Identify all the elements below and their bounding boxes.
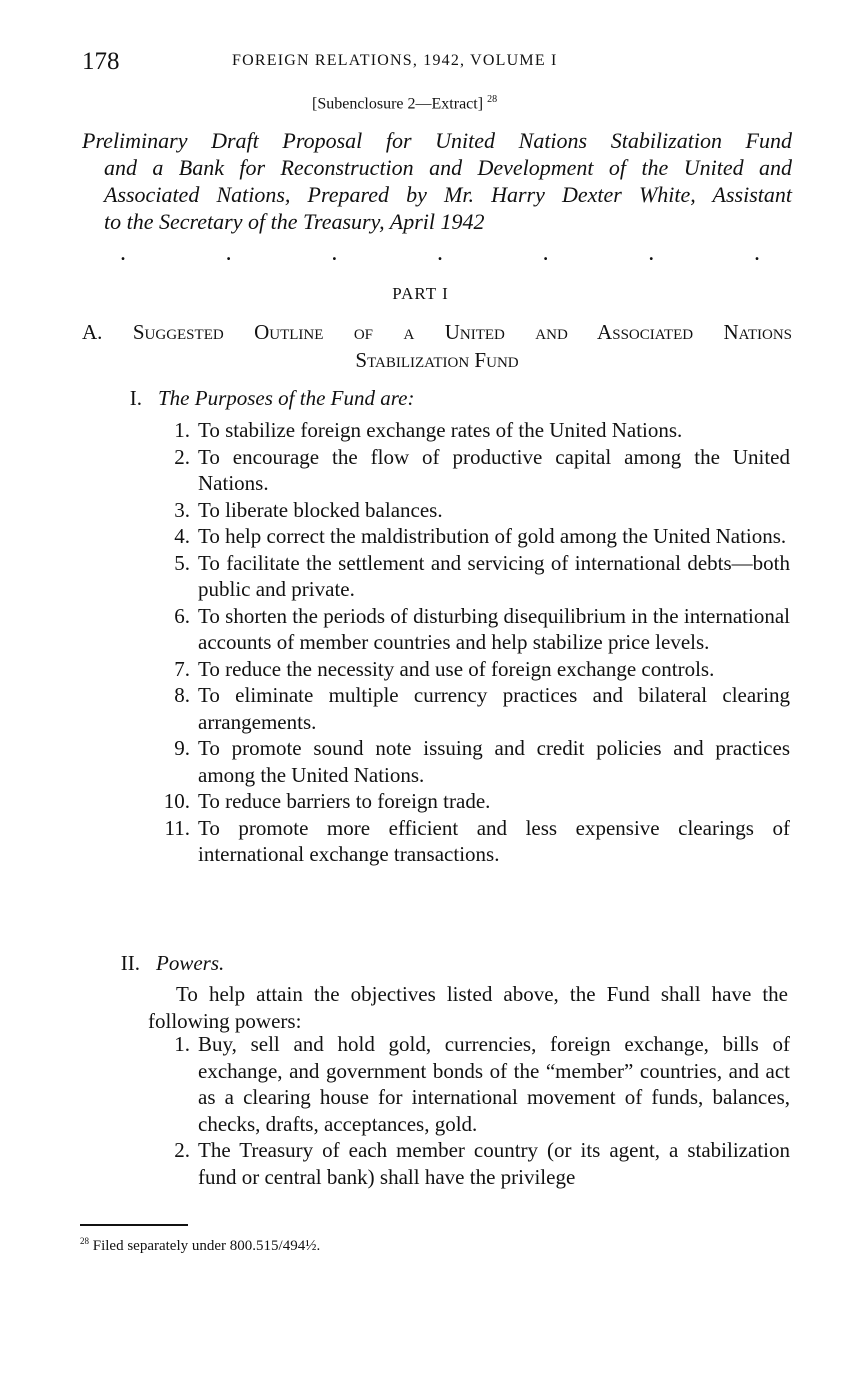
list-item <box>158 523 790 550</box>
ellipsis-dot: . <box>120 240 126 266</box>
ellipsis-dot: . <box>331 240 338 266</box>
item-text: To promote more efficient and less expensive clearings of international exchange transactions. <box>198 815 790 866</box>
list-item <box>158 682 790 735</box>
subenclosure-label <box>312 94 497 113</box>
item-text: The Treasury of each member country (or its agent, a stabilization fund or central bank) shall have the privilege <box>198 1138 790 1189</box>
title-line: Preliminary Draft Proposal for United Nations Stabilization Fund <box>82 128 792 153</box>
ellipsis-dot: . <box>436 240 443 266</box>
item-text: To reduce the necessity and use of foreign exchange controls. <box>198 656 715 681</box>
roman-numeral: II. <box>120 951 140 975</box>
purposes-heading-text: The Purposes of the Fund are: <box>158 386 415 410</box>
section-heading-line: A. Suggested Outline of a United and Associated Nations <box>82 320 792 344</box>
ellipsis-dot: . <box>542 240 549 266</box>
ellipsis-dot: . <box>753 240 760 266</box>
item-text: To help correct the maldistribution of gold among the United Nations. <box>198 524 787 548</box>
item-text: To eliminate multiple currency practices and bilateral clearing arrangements. <box>198 683 790 734</box>
item-number: 1. <box>174 1032 190 1056</box>
purposes-list <box>158 417 790 868</box>
item-number: 11. <box>164 815 190 840</box>
list-item <box>158 417 790 444</box>
list-item <box>158 788 790 815</box>
item-number: 2. <box>174 1138 190 1162</box>
item-number: 8. <box>174 683 190 707</box>
item-text: To encourage the flow of productive capital among the United Nations. <box>198 444 790 495</box>
part-heading: PART I <box>392 284 449 303</box>
item-text: To liberate blocked balances. <box>198 497 443 522</box>
item-text: To stabilize foreign exchange rates of the United Nations. <box>198 418 683 442</box>
list-item <box>158 550 790 603</box>
list-item <box>158 1137 790 1190</box>
item-number: 10. <box>163 789 190 813</box>
powers-heading <box>120 951 225 976</box>
section-heading-line: Stabilization Fund <box>355 348 519 372</box>
roman-numeral: I. <box>129 386 142 410</box>
powers-intro: To help attain the objectives listed above, the Fund shall have the following powers: <box>148 982 788 1033</box>
running-header <box>82 48 783 78</box>
item-text: To promote sound note issuing and credit policies and practices among the United Nations. <box>198 736 790 787</box>
powers-list <box>158 1031 790 1190</box>
section-heading <box>82 318 792 374</box>
subenclosure-text: [Subenclosure 2—Extract] <box>312 95 484 113</box>
item-number: 3. <box>174 497 190 522</box>
ellipsis-dots <box>120 240 760 267</box>
purposes-heading <box>129 386 415 411</box>
list-item <box>158 603 790 656</box>
list-item <box>158 656 790 683</box>
item-text: To facilitate the settlement and servicing of international debts—both public and private. <box>198 550 790 601</box>
title-line: Associated Nations, Prepared by Mr. Harry Dexter White, Assistant <box>104 182 792 207</box>
item-text: Buy, sell and hold gold, currencies, foreign exchange, bills of exchange, and government bonds of the “member” countries, and act as a clearing house for international movement of funds, balances, checks, drafts, acceptances, gold. <box>198 1032 790 1136</box>
footnote <box>80 1236 320 1255</box>
list-item <box>158 497 790 524</box>
item-number: 7. <box>174 656 190 681</box>
ellipsis-dot: . <box>225 240 232 266</box>
footnote-reference: 28 <box>487 94 498 105</box>
footnote-marker: 28 <box>80 1236 89 1246</box>
item-number: 9. <box>174 736 190 760</box>
list-item <box>158 1031 790 1137</box>
list-item <box>158 735 790 788</box>
item-number: 5. <box>174 550 190 575</box>
item-text: To reduce barriers to foreign trade. <box>198 789 491 813</box>
item-number: 6. <box>174 603 190 628</box>
footnote-text: Filed separately under 800.515/494½. <box>92 1238 321 1254</box>
list-item <box>158 815 790 868</box>
page-number: 178 <box>82 48 120 75</box>
item-number: 1. <box>174 418 190 442</box>
title-line: and a Bank for Reconstruction and Development of the United and <box>104 155 792 180</box>
footnote-divider <box>80 1224 188 1226</box>
item-number: 2. <box>174 444 190 469</box>
running-title: FOREIGN RELATIONS, 1942, VOLUME I <box>232 52 558 69</box>
document-title <box>82 127 792 235</box>
item-text: To shorten the periods of disturbing disequilibrium in the international accounts of member countries and help stabilize price levels. <box>198 603 790 654</box>
item-number: 4. <box>174 524 190 548</box>
powers-heading-text: Powers. <box>156 951 225 975</box>
list-item <box>158 444 790 497</box>
ellipsis-dot: . <box>648 240 655 266</box>
title-line: to the Secretary of the Treasury, April 1942 <box>104 209 485 234</box>
